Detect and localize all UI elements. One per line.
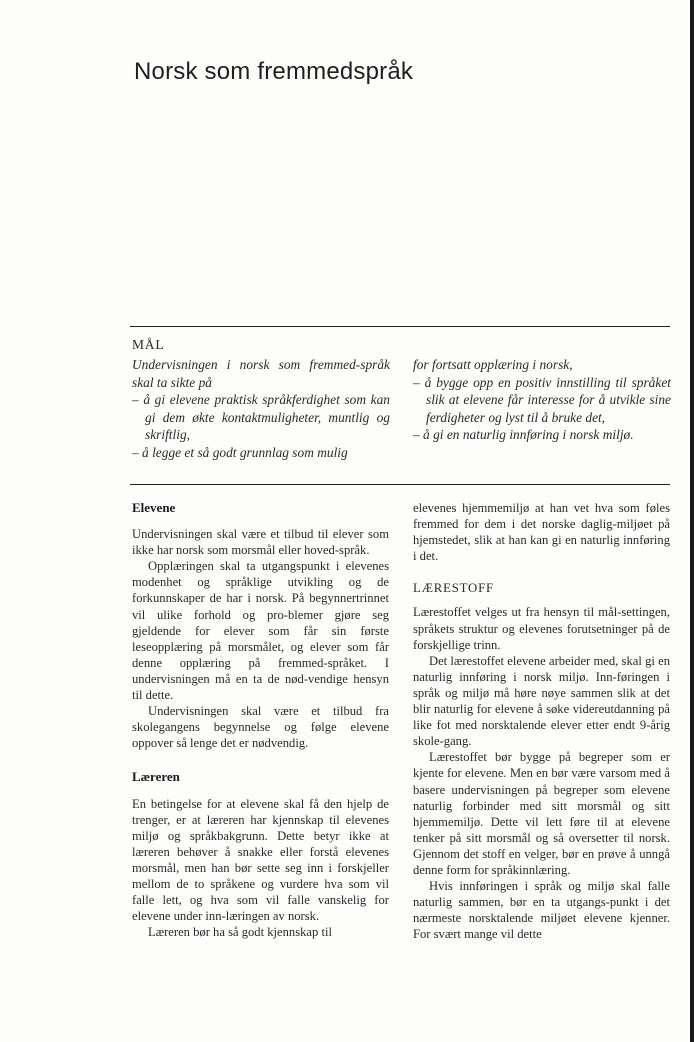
goal-intro: Undervisningen i norsk som fremmed-språk skal ta sikte på xyxy=(132,357,390,390)
section-heading-elevene: Elevene xyxy=(132,500,176,515)
paragraph: elevenes hjemmemiljø at han vet hva som føles fremmed for dem i det norske daglig-miljøet på hjemstedet, slik at han kan gi en naturlig innføring i det. xyxy=(413,501,670,564)
section-heading-laereren: Læreren xyxy=(132,769,180,785)
goals-heading: MÅL xyxy=(132,337,165,352)
paragraph: Lærestoffet velges ut fra hensyn til mål-settingen, språkets struktur og elevenes forutsetninger på de forskjellige trinn. xyxy=(413,605,670,652)
paragraph: Hvis innføringen i språk og miljø skal falle naturlig sammen, bør en ta utgangs-punkt i det nærmeste norsktalende miljøet elevene kjenner. For svært mange vil dette xyxy=(413,879,670,942)
goal-item: – å bygge opp en positiv innstilling til språket slik at elevene får interesse for å utvikle sine ferdigheter og lyst til å bruke det, xyxy=(413,374,671,425)
paragraph: Det lærestoffet elevene arbeider med, skal gi en naturlig innføring i norsk miljø. Inn-føringen i språk og miljø må høre nøye sammen slik at det blir naturlig for elevene å søke videreutdanning på like fot med norsktalende elever etter endt 9-årig skole-gang. xyxy=(413,653,670,749)
goal-item: – å gi elevene praktisk språkferdighet som kan gi dem økte kontaktmuligheter, muntlig og skriftlig, xyxy=(132,392,390,443)
body-right-column xyxy=(413,500,670,942)
goals-right-column xyxy=(413,356,671,444)
goal-item: – å gi en naturlig innføring i norsk miljø. xyxy=(413,427,634,443)
paragraph: Undervisningen skal være et tilbud til elever som ikke har norsk som morsmål eller hoved-språk. xyxy=(132,527,389,558)
goal-item: – å legge et så godt grunnlag som mulig xyxy=(132,444,348,460)
section-heading-laerestoff: LÆRESTOFF xyxy=(413,581,494,596)
paragraph: En betingelse for at elevene skal få den hjelp de trenger, er at læreren har kjennskap til elevenes miljø og språkbakgrunn. Dette betyr ikke at læreren behøver å snakke eller forstå elevenes morsmål, men han bør sette seg inn i forskjeller mellom de to språkene og vurdere hva som vil falle lett, og hva som vil falle vanskelig for elevene under inn-læringen av norsk. xyxy=(132,796,389,924)
goals-left-column xyxy=(132,356,390,462)
goals-bottom-rule xyxy=(130,484,670,485)
paragraph: Læreren bør ha så godt kjennskap til xyxy=(148,925,332,940)
goal-continuation: for fortsatt opplæring i norsk, xyxy=(413,357,573,372)
paragraph: Undervisningen skal være et tilbud fra skolegangens begynnelse og følge elevene oppover så lenge det er nødvendig. xyxy=(132,704,389,751)
body-left-column xyxy=(132,500,389,940)
goals-top-rule xyxy=(130,326,670,327)
paragraph: Opplæringen skal ta utgangspunkt i elevenes modenhet og språklige utvikling og de forkunnskaper de har i norsk. På begynnertrinnet vil ulike forhold og pro-blemer gjøre seg gjeldende for elever som får sin første leseopplæring på morsmålet, og elever som får denne opplæring på fremmed-språket. I undervisningen må en ta de nød-vendige hensyn til dette. xyxy=(132,559,389,703)
paragraph: Lærestoffet bør bygge på begreper som er kjente for elevene. Men en bør være varsom med å basere undervisningen på begreper som elevene naturlig forbinder med sitt morsmål og sitt hjemmemiljø. Dette vil lett føre til at elevene tenker på sitt morsmål og så oversetter til norsk. Gjennom det stoff en velger, bør en prøve å unngå denne form for språkinnlæring. xyxy=(413,750,670,877)
page-title: Norsk som fremmedspråk xyxy=(134,58,414,85)
